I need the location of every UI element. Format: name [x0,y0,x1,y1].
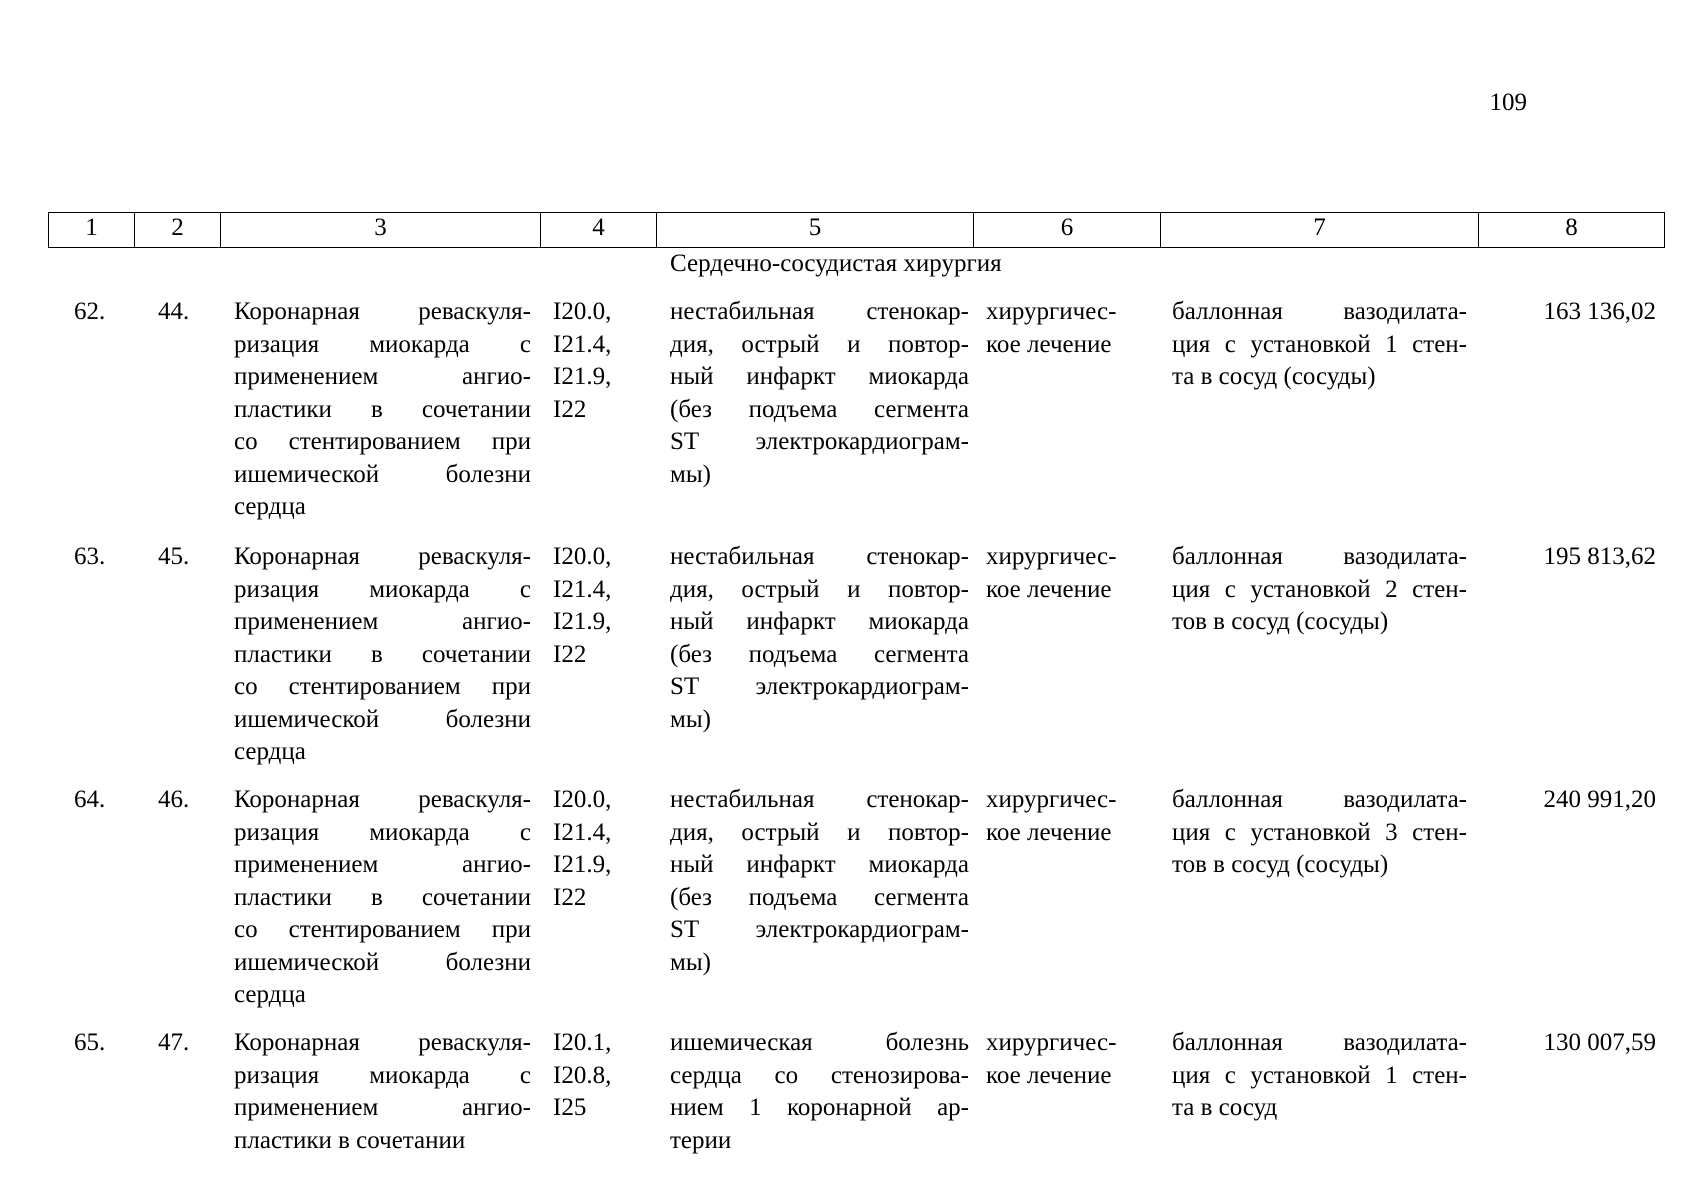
method-name [234,296,531,524]
procedure-method-line: баллонная вазодилата- [1172,298,1467,325]
icd-codes-line: I20.0, [553,786,612,813]
cost-value: 195 813,62 [1543,543,1656,570]
method-name-line: сердца [234,738,306,765]
procedure-method-line: ция с установкой 2 стен- [1172,575,1467,603]
patient-model-line: дия, острый и повтор- [670,818,969,846]
treatment-type [986,296,1151,361]
row-number: 63. [74,543,106,570]
patient-model-line: ный инфаркт миокарда [670,363,969,390]
column-number-6: 6 [974,213,1161,248]
patient-model-line: ный инфаркт миокарда [670,851,969,878]
patient-model-line: (без подъема сегмента [670,395,969,423]
patient-model-line: мы) [670,948,711,976]
method-name-line: пластики в сочетании [234,1126,466,1154]
procedure-method-line: тов в сосуд (сосуды) [1172,608,1389,635]
patient-model-line: нестабильная стенокар- [670,298,969,325]
cost-value: 163 136,02 [1543,298,1656,325]
column-header-table [48,212,1665,248]
patient-model-line: ST электрокардиограм- [670,916,969,943]
patient-model-line: ишемическая болезнь [670,1029,969,1056]
patient-model-line: сердца со стенозирова- [670,1061,969,1089]
procedure-method-line: баллонная вазодилата- [1172,786,1467,813]
treatment-type-line: хирургичес- [986,298,1117,325]
method-name-line: со стентированием при [234,428,531,455]
procedure-method-line: ция с установкой 1 стен- [1172,330,1467,358]
icd-codes [553,296,653,426]
treatment-type [986,541,1151,606]
icd-codes-line: I20.1, [553,1029,612,1056]
patient-model-line: ST электрокардиограм- [670,428,969,455]
row-number: 65. [74,1029,106,1056]
cost-value: 130 007,59 [1543,1029,1656,1056]
treatment-type-line: кое лечение [986,818,1112,846]
treatment-type [986,1027,1151,1092]
method-name [234,541,531,769]
patient-model [670,296,969,491]
method-name-line: ризация миокарда с [234,575,531,603]
icd-codes-line: I21.4, [553,818,612,846]
patient-model-line: нестабильная стенокар- [670,786,969,813]
icd-codes-line: I20.0, [553,298,612,325]
patient-model-line: мы) [670,705,711,733]
method-name-line: ишемической болезни [234,460,531,488]
method-name-line: сердца [234,493,306,520]
icd-codes-line: I20.8, [553,1061,612,1089]
column-number-3: 3 [221,213,541,248]
patient-model-line: нестабильная стенокар- [670,543,969,570]
treatment-type-line: хирургичес- [986,543,1117,570]
method-name-line: применением ангио- [234,363,531,390]
procedure-method-line: баллонная вазодилата- [1172,543,1467,570]
page-number: 109 [1489,89,1527,116]
row-subnumber: 45. [158,543,190,570]
section-title: Сердечно-сосудистая хирургия [670,250,1002,277]
patient-model-line: терии [670,1126,732,1154]
patient-model-line: дия, острый и повтор- [670,330,969,358]
method-name-line: ризация миокарда с [234,818,531,846]
icd-codes [553,1027,653,1125]
patient-model-line: ST электрокардиограм- [670,673,969,700]
method-name-line: сердца [234,981,306,1008]
method-name [234,784,531,1012]
patient-model-line: (без подъема сегмента [670,883,969,911]
patient-model [670,1027,969,1157]
treatment-type [986,784,1151,849]
method-name-line: применением ангио- [234,608,531,635]
procedure-method-line: ция с установкой 1 стен- [1172,1061,1467,1089]
icd-codes-line: I22 [553,395,587,423]
procedure-method-line: ция с установкой 3 стен- [1172,818,1467,846]
method-name-line: Коронарная реваскуля- [234,298,531,325]
icd-codes-line: I22 [553,640,587,668]
method-name-line: ишемической болезни [234,948,531,976]
row-subnumber: 44. [158,298,190,325]
row-number: 62. [74,298,106,325]
icd-codes-line: I20.0, [553,543,612,570]
procedure-method-line: баллонная вазодилата- [1172,1029,1467,1056]
icd-codes-line: I21.9, [553,851,612,878]
treatment-type-line: хирургичес- [986,1029,1117,1056]
patient-model [670,541,969,736]
column-number-4: 4 [541,213,657,248]
treatment-type-line: кое лечение [986,1061,1112,1089]
method-name-line: Коронарная реваскуля- [234,1029,531,1056]
icd-codes-line: I21.4, [553,330,612,358]
icd-codes [553,784,653,914]
icd-codes [553,541,653,671]
method-name-line: Коронарная реваскуля- [234,543,531,570]
procedure-method [1172,296,1467,394]
patient-model-line: (без подъема сегмента [670,640,969,668]
procedure-method-line: та в сосуд [1172,1094,1278,1121]
method-name-line: пластики в сочетании [234,395,531,423]
treatment-type-line: кое лечение [986,330,1112,358]
column-number-5: 5 [657,213,974,248]
method-name-line: применением ангио- [234,851,531,878]
icd-codes-line: I21.9, [553,608,612,635]
procedure-method [1172,1027,1467,1125]
patient-model-line: дия, острый и повтор- [670,575,969,603]
patient-model-line: нием 1 коронарной ар- [670,1094,969,1121]
patient-model-line: мы) [670,460,711,488]
row-subnumber: 46. [158,786,190,813]
method-name [234,1027,531,1157]
procedure-method-line: та в сосуд (сосуды) [1172,363,1376,390]
icd-codes-line: I21.4, [553,575,612,603]
procedure-method [1172,784,1467,882]
patient-model-line: ный инфаркт миокарда [670,608,969,635]
procedure-method-line: тов в сосуд (сосуды) [1172,851,1389,878]
method-name-line: со стентированием при [234,916,531,943]
method-name-line: пластики в сочетании [234,883,531,911]
treatment-type-line: кое лечение [986,575,1112,603]
treatment-type-line: хирургичес- [986,786,1117,813]
method-name-line: применением ангио- [234,1094,531,1121]
procedure-method [1172,541,1467,639]
icd-codes-line: I21.9, [553,363,612,390]
method-name-line: ризация миокарда с [234,330,531,358]
patient-model [670,784,969,979]
column-number-7: 7 [1161,213,1479,248]
cost-value: 240 991,20 [1543,786,1656,813]
column-number-1: 1 [49,213,135,248]
method-name-line: ризация миокарда с [234,1061,531,1089]
column-number-8: 8 [1479,213,1665,248]
method-name-line: ишемической болезни [234,705,531,733]
method-name-line: Коронарная реваскуля- [234,786,531,813]
method-name-line: пластики в сочетании [234,640,531,668]
icd-codes-line: I22 [553,883,587,911]
row-number: 64. [74,786,106,813]
method-name-line: со стентированием при [234,673,531,700]
icd-codes-line: I25 [553,1094,587,1121]
row-subnumber: 47. [158,1029,190,1056]
column-number-2: 2 [135,213,221,248]
